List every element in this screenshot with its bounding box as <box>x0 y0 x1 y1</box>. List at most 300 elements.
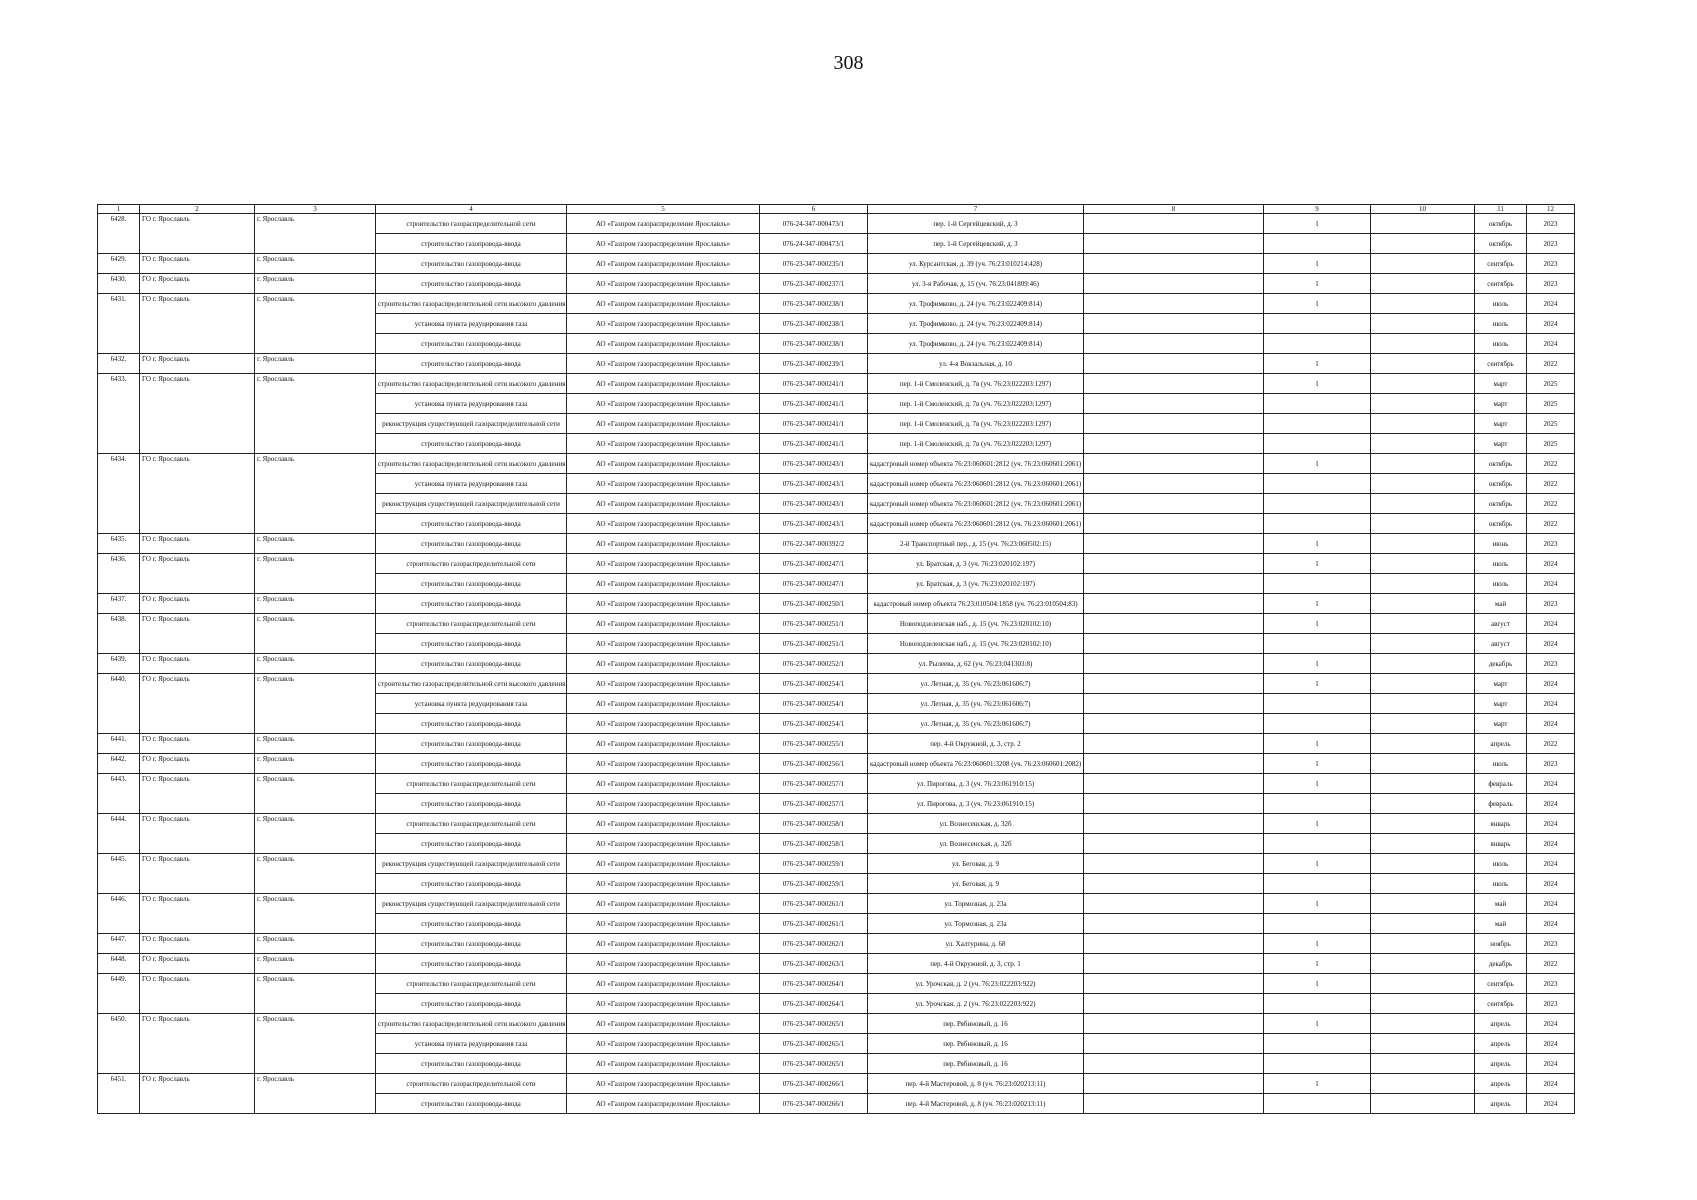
organization-cell: АО «Газпром газораспределение Ярославль» <box>567 1014 760 1034</box>
month-cell: февраль <box>1475 794 1527 814</box>
year-cell: 2023 <box>1527 654 1575 674</box>
organization-cell: АО «Газпром газораспределение Ярославль» <box>567 1034 760 1054</box>
tech-conditions-cell: 076-23-347-000243/1 <box>760 454 868 474</box>
settlement-cell: г. Ярославль <box>255 954 376 974</box>
year-cell: 2023 <box>1527 594 1575 614</box>
municipality-cell: ГО г. Ярославль <box>140 214 255 254</box>
year-cell: 2024 <box>1527 1054 1575 1074</box>
col8-cell <box>1084 434 1264 454</box>
month-cell: октябрь <box>1475 454 1527 474</box>
work-type-cell: строительство газораспределительной сети <box>376 814 567 834</box>
address-cell: ул. Летная, д. 35 (уч. 76:23:061606:7) <box>868 714 1084 734</box>
col10-cell <box>1371 494 1475 514</box>
col8-cell <box>1084 514 1264 534</box>
address-cell: ул. Беговая, д. 9 <box>868 874 1084 894</box>
col8-cell <box>1084 934 1264 954</box>
settlement-cell: г. Ярославль <box>255 214 376 254</box>
col8-cell <box>1084 674 1264 694</box>
address-cell: кадастровый номер объекта 76:23:060601:2812 (уч. 76:23:060601:2061) <box>868 454 1084 474</box>
col10-cell <box>1371 1074 1475 1094</box>
address-cell: ул. 3-я Рабочая, д. 15 (уч. 76:23:041809:46) <box>868 274 1084 294</box>
col10-cell <box>1371 694 1475 714</box>
address-cell: 2-й Транспортный пер., д. 15 (уч. 76:23:060502:15) <box>868 534 1084 554</box>
year-cell: 2024 <box>1527 794 1575 814</box>
month-cell: сентябрь <box>1475 994 1527 1014</box>
col10-cell <box>1371 574 1475 594</box>
col10-cell <box>1371 414 1475 434</box>
year-cell: 2025 <box>1527 414 1575 434</box>
tech-conditions-cell: 076-23-347-000256/1 <box>760 754 868 774</box>
col10-cell <box>1371 674 1475 694</box>
organization-cell: АО «Газпром газораспределение Ярославль» <box>567 994 760 1014</box>
tech-conditions-cell: 076-23-347-000263/1 <box>760 954 868 974</box>
tech-conditions-cell: 076-23-347-000258/1 <box>760 834 868 854</box>
col10-cell <box>1371 1014 1475 1034</box>
work-type-cell: реконструкция существующей газораспределительной сети <box>376 414 567 434</box>
settlement-cell: г. Ярославль <box>255 374 376 454</box>
tech-conditions-cell: 076-23-347-000237/1 <box>760 274 868 294</box>
col8-cell <box>1084 534 1264 554</box>
col10-cell <box>1371 1034 1475 1054</box>
year-cell: 2025 <box>1527 374 1575 394</box>
address-cell: пер. 1-й Смоленский, д. 7в (уч. 76:23:022203:1297) <box>868 374 1084 394</box>
work-type-cell: строительство газопровода-ввода <box>376 754 567 774</box>
col8-cell <box>1084 874 1264 894</box>
month-cell: октябрь <box>1475 234 1527 254</box>
quantity-cell <box>1264 834 1371 854</box>
tech-conditions-cell: 076-23-347-000254/1 <box>760 674 868 694</box>
quantity-cell: 1 <box>1264 274 1371 294</box>
organization-cell: АО «Газпром газораспределение Ярославль» <box>567 594 760 614</box>
organization-cell: АО «Газпром газораспределение Ярославль» <box>567 434 760 454</box>
tech-conditions-cell: 076-23-347-000243/1 <box>760 494 868 514</box>
work-type-cell: строительство газопровода-ввода <box>376 954 567 974</box>
address-cell: пер. 4-й Окружной, д. 3, стр. 2 <box>868 734 1084 754</box>
address-cell: ул. Халтурина, д. 68 <box>868 934 1084 954</box>
tech-conditions-cell: 076-23-347-000241/1 <box>760 374 868 394</box>
month-cell: октябрь <box>1475 494 1527 514</box>
municipality-cell: ГО г. Ярославль <box>140 1074 255 1114</box>
work-type-cell: реконструкция существующей газораспределительной сети <box>376 894 567 914</box>
quantity-cell <box>1264 414 1371 434</box>
row-number-cell: 6428. <box>98 214 140 254</box>
tech-conditions-cell: 076-23-347-000259/1 <box>760 854 868 874</box>
col8-cell <box>1084 414 1264 434</box>
quantity-cell <box>1264 474 1371 494</box>
table-header <box>98 205 1575 214</box>
month-cell: март <box>1475 694 1527 714</box>
row-number-cell: 6445. <box>98 854 140 894</box>
address-cell: кадастровый номер объекта 76:23:060601:2812 (уч. 76:23:060601:2061) <box>868 514 1084 534</box>
month-cell: октябрь <box>1475 514 1527 534</box>
month-cell: июль <box>1475 334 1527 354</box>
col10-cell <box>1371 854 1475 874</box>
month-cell: сентябрь <box>1475 974 1527 994</box>
tech-conditions-cell: 076-23-347-000247/1 <box>760 574 868 594</box>
tech-conditions-cell: 076-23-347-000261/1 <box>760 894 868 914</box>
row-number-cell: 6438. <box>98 614 140 654</box>
organization-cell: АО «Газпром газораспределение Ярославль» <box>567 474 760 494</box>
col10-cell <box>1371 974 1475 994</box>
col10-cell <box>1371 394 1475 414</box>
municipality-cell: ГО г. Ярославль <box>140 594 255 614</box>
month-cell: июль <box>1475 874 1527 894</box>
table-body <box>98 214 1575 1114</box>
col8-cell <box>1084 334 1264 354</box>
tech-conditions-cell: 076-23-347-000257/1 <box>760 794 868 814</box>
quantity-cell <box>1264 994 1371 1014</box>
address-cell: пер. 4-й Мастеровой, д. 8 (уч. 76:23:020213:11) <box>868 1094 1084 1114</box>
work-type-cell: строительство газораспределительной сети высокого давления <box>376 374 567 394</box>
month-cell: январь <box>1475 834 1527 854</box>
header-col-4: 4 <box>376 205 567 214</box>
work-type-cell: реконструкция существующей газораспределительной сети <box>376 854 567 874</box>
address-cell: пер. 1-й Смоленский, д. 7в (уч. 76:23:022203:1297) <box>868 394 1084 414</box>
work-type-cell: строительство газопровода-ввода <box>376 994 567 1014</box>
col10-cell <box>1371 514 1475 534</box>
municipality-cell: ГО г. Ярославль <box>140 374 255 454</box>
col10-cell <box>1371 934 1475 954</box>
col10-cell <box>1371 1054 1475 1074</box>
quantity-cell <box>1264 394 1371 414</box>
year-cell: 2024 <box>1527 314 1575 334</box>
settlement-cell: г. Ярославль <box>255 254 376 274</box>
col10-cell <box>1371 794 1475 814</box>
table-row <box>98 754 1575 774</box>
month-cell: апрель <box>1475 734 1527 754</box>
row-number-cell: 6431. <box>98 294 140 354</box>
month-cell: март <box>1475 674 1527 694</box>
tech-conditions-cell: 076-23-347-000238/1 <box>760 334 868 354</box>
tech-conditions-cell: 076-23-347-000257/1 <box>760 774 868 794</box>
organization-cell: АО «Газпром газораспределение Ярославль» <box>567 394 760 414</box>
address-cell: ул. Вознесенская, д. 32б <box>868 814 1084 834</box>
organization-cell: АО «Газпром газораспределение Ярославль» <box>567 294 760 314</box>
col8-cell <box>1084 314 1264 334</box>
address-cell: кадастровый номер объекта 76:23:060601:3208 (уч. 76:23:060601:2082) <box>868 754 1084 774</box>
col10-cell <box>1371 474 1475 494</box>
year-cell: 2022 <box>1527 474 1575 494</box>
quantity-cell: 1 <box>1264 614 1371 634</box>
address-cell: ул. Братская, д. 3 (уч. 76:23:020102:197) <box>868 554 1084 574</box>
organization-cell: АО «Газпром газораспределение Ярославль» <box>567 734 760 754</box>
quantity-cell <box>1264 234 1371 254</box>
gas-works-table <box>97 204 1575 1114</box>
year-cell: 2022 <box>1527 454 1575 474</box>
table-row <box>98 934 1575 954</box>
table-row <box>98 274 1575 294</box>
header-col-8: 8 <box>1084 205 1264 214</box>
quantity-cell: 1 <box>1264 254 1371 274</box>
quantity-cell: 1 <box>1264 674 1371 694</box>
col8-cell <box>1084 794 1264 814</box>
tech-conditions-cell: 076-23-347-000265/1 <box>760 1034 868 1054</box>
month-cell: апрель <box>1475 1034 1527 1054</box>
work-type-cell: строительство газопровода-ввода <box>376 234 567 254</box>
quantity-cell: 1 <box>1264 734 1371 754</box>
municipality-cell: ГО г. Ярославль <box>140 854 255 894</box>
address-cell: пер. 4-й Окружной, д. 3, стр. 1 <box>868 954 1084 974</box>
organization-cell: АО «Газпром газораспределение Ярославль» <box>567 314 760 334</box>
settlement-cell: г. Ярославль <box>255 614 376 654</box>
organization-cell: АО «Газпром газораспределение Ярославль» <box>567 354 760 374</box>
col8-cell <box>1084 994 1264 1014</box>
month-cell: июль <box>1475 854 1527 874</box>
address-cell: пер. 4-й Мастеровой, д. 8 (уч. 76:23:020213:11) <box>868 1074 1084 1094</box>
organization-cell: АО «Газпром газораспределение Ярославль» <box>567 1054 760 1074</box>
quantity-cell <box>1264 794 1371 814</box>
work-type-cell: строительство газораспределительной сети <box>376 974 567 994</box>
address-cell: пер. Рябиновый, д. 16 <box>868 1014 1084 1034</box>
organization-cell: АО «Газпром газораспределение Ярославль» <box>567 974 760 994</box>
table-row <box>98 854 1575 874</box>
month-cell: апрель <box>1475 1014 1527 1034</box>
quantity-cell: 1 <box>1264 934 1371 954</box>
address-cell: пер. Рябиновый, д. 16 <box>868 1054 1084 1074</box>
year-cell: 2023 <box>1527 934 1575 954</box>
month-cell: сентябрь <box>1475 254 1527 274</box>
quantity-cell <box>1264 914 1371 934</box>
month-cell: март <box>1475 394 1527 414</box>
col8-cell <box>1084 894 1264 914</box>
settlement-cell: г. Ярославль <box>255 854 376 894</box>
quantity-cell: 1 <box>1264 454 1371 474</box>
organization-cell: АО «Газпром газораспределение Ярославль» <box>567 694 760 714</box>
work-type-cell: строительство газопровода-ввода <box>376 254 567 274</box>
row-number-cell: 6451. <box>98 1074 140 1114</box>
settlement-cell: г. Ярославль <box>255 1074 376 1114</box>
col8-cell <box>1084 294 1264 314</box>
quantity-cell: 1 <box>1264 894 1371 914</box>
address-cell: пер. 1-й Смоленский, д. 7в (уч. 76:23:022203:1297) <box>868 414 1084 434</box>
tech-conditions-cell: 076-23-347-000251/1 <box>760 634 868 654</box>
row-number-cell: 6448. <box>98 954 140 974</box>
municipality-cell: ГО г. Ярославль <box>140 654 255 674</box>
organization-cell: АО «Газпром газораспределение Ярославль» <box>567 654 760 674</box>
quantity-cell <box>1264 574 1371 594</box>
row-number-cell: 6441. <box>98 734 140 754</box>
year-cell: 2025 <box>1527 434 1575 454</box>
col8-cell <box>1084 214 1264 234</box>
col8-cell <box>1084 834 1264 854</box>
address-cell: кадастровый номер объекта 76:23:010504:1858 (уч. 76:23:010504:83) <box>868 594 1084 614</box>
col8-cell <box>1084 254 1264 274</box>
col8-cell <box>1084 854 1264 874</box>
tech-conditions-cell: 076-23-347-000241/1 <box>760 394 868 414</box>
year-cell: 2024 <box>1527 854 1575 874</box>
organization-cell: АО «Газпром газораспределение Ярославль» <box>567 614 760 634</box>
col8-cell <box>1084 574 1264 594</box>
work-type-cell: строительство газопровода-ввода <box>376 834 567 854</box>
address-cell: ул. Тормозная, д. 23а <box>868 914 1084 934</box>
tech-conditions-cell: 076-23-347-000254/1 <box>760 694 868 714</box>
municipality-cell: ГО г. Ярославль <box>140 254 255 274</box>
tech-conditions-cell: 076-23-347-000266/1 <box>760 1094 868 1114</box>
year-cell: 2024 <box>1527 614 1575 634</box>
col8-cell <box>1084 654 1264 674</box>
organization-cell: АО «Газпром газораспределение Ярославль» <box>567 674 760 694</box>
col10-cell <box>1371 954 1475 974</box>
year-cell: 2024 <box>1527 294 1575 314</box>
quantity-cell <box>1264 514 1371 534</box>
work-type-cell: строительство газопровода-ввода <box>376 794 567 814</box>
col8-cell <box>1084 754 1264 774</box>
address-cell: ул. Курсантская, д. 39 (уч. 76:23:010214:428) <box>868 254 1084 274</box>
col10-cell <box>1371 614 1475 634</box>
col10-cell <box>1371 1094 1475 1114</box>
organization-cell: АО «Газпром газораспределение Ярославль» <box>567 514 760 534</box>
work-type-cell: строительство газопровода-ввода <box>376 874 567 894</box>
col10-cell <box>1371 834 1475 854</box>
col10-cell <box>1371 914 1475 934</box>
municipality-cell: ГО г. Ярославль <box>140 734 255 754</box>
col10-cell <box>1371 354 1475 374</box>
year-cell: 2024 <box>1527 634 1575 654</box>
address-cell: ул. Летная, д. 35 (уч. 76:23:061606:7) <box>868 694 1084 714</box>
table-row <box>98 374 1575 394</box>
settlement-cell: г. Ярославль <box>255 934 376 954</box>
col10-cell <box>1371 274 1475 294</box>
organization-cell: АО «Газпром газораспределение Ярославль» <box>567 574 760 594</box>
col8-cell <box>1084 594 1264 614</box>
year-cell: 2023 <box>1527 214 1575 234</box>
row-number-cell: 6439. <box>98 654 140 674</box>
table-row <box>98 294 1575 314</box>
work-type-cell: строительство газопровода-ввода <box>376 354 567 374</box>
month-cell: июль <box>1475 294 1527 314</box>
settlement-cell: г. Ярославль <box>255 1014 376 1074</box>
tech-conditions-cell: 076-23-347-000265/1 <box>760 1054 868 1074</box>
col8-cell <box>1084 774 1264 794</box>
work-type-cell: строительство газопровода-ввода <box>376 1094 567 1114</box>
work-type-cell: строительство газораспределительной сети высокого давления <box>376 454 567 474</box>
col10-cell <box>1371 374 1475 394</box>
year-cell: 2024 <box>1527 574 1575 594</box>
tech-conditions-cell: 076-23-347-000258/1 <box>760 814 868 834</box>
year-cell: 2024 <box>1527 334 1575 354</box>
tech-conditions-cell: 076-23-347-000250/1 <box>760 594 868 614</box>
work-type-cell: строительство газопровода-ввода <box>376 434 567 454</box>
quantity-cell <box>1264 334 1371 354</box>
work-type-cell: строительство газопровода-ввода <box>376 594 567 614</box>
col10-cell <box>1371 314 1475 334</box>
col10-cell <box>1371 294 1475 314</box>
work-type-cell: строительство газопровода-ввода <box>376 714 567 734</box>
organization-cell: АО «Газпром газораспределение Ярославль» <box>567 454 760 474</box>
address-cell: пер. Рябиновый, д. 16 <box>868 1034 1084 1054</box>
quantity-cell: 1 <box>1264 594 1371 614</box>
work-type-cell: реконструкция существующей газораспределительной сети <box>376 494 567 514</box>
quantity-cell: 1 <box>1264 374 1371 394</box>
year-cell: 2023 <box>1527 534 1575 554</box>
organization-cell: АО «Газпром газораспределение Ярославль» <box>567 414 760 434</box>
year-cell: 2024 <box>1527 694 1575 714</box>
work-type-cell: строительство газопровода-ввода <box>376 274 567 294</box>
municipality-cell: ГО г. Ярославль <box>140 354 255 374</box>
settlement-cell: г. Ярославль <box>255 534 376 554</box>
quantity-cell <box>1264 1034 1371 1054</box>
address-cell: ул. Беговая, д. 9 <box>868 854 1084 874</box>
quantity-cell <box>1264 694 1371 714</box>
address-cell: кадастровый номер объекта 76:23:060601:2812 (уч. 76:23:060601:2061) <box>868 494 1084 514</box>
work-type-cell: строительство газораспределительной сети <box>376 1074 567 1094</box>
quantity-cell <box>1264 434 1371 454</box>
year-cell: 2023 <box>1527 974 1575 994</box>
col8-cell <box>1084 734 1264 754</box>
row-number-cell: 6440. <box>98 674 140 734</box>
year-cell: 2022 <box>1527 354 1575 374</box>
row-number-cell: 6435. <box>98 534 140 554</box>
col8-cell <box>1084 814 1264 834</box>
month-cell: июль <box>1475 574 1527 594</box>
header-col-7: 7 <box>868 205 1084 214</box>
month-cell: апрель <box>1475 1054 1527 1074</box>
col8-cell <box>1084 394 1264 414</box>
month-cell: февраль <box>1475 774 1527 794</box>
row-number-cell: 6429. <box>98 254 140 274</box>
work-type-cell: строительство газопровода-ввода <box>376 534 567 554</box>
municipality-cell: ГО г. Ярославль <box>140 454 255 534</box>
year-cell: 2022 <box>1527 734 1575 754</box>
organization-cell: АО «Газпром газораспределение Ярославль» <box>567 274 760 294</box>
tech-conditions-cell: 076-23-347-000243/1 <box>760 514 868 534</box>
col8-cell <box>1084 714 1264 734</box>
col8-cell <box>1084 634 1264 654</box>
year-cell: 2024 <box>1527 874 1575 894</box>
month-cell: декабрь <box>1475 654 1527 674</box>
table-row <box>98 614 1575 634</box>
row-number-cell: 6447. <box>98 934 140 954</box>
work-type-cell: строительство газораспределительной сети высокого давления <box>376 1014 567 1034</box>
quantity-cell <box>1264 494 1371 514</box>
work-type-cell: строительство газопровода-ввода <box>376 574 567 594</box>
month-cell: апрель <box>1475 1074 1527 1094</box>
col8-cell <box>1084 1094 1264 1114</box>
month-cell: сентябрь <box>1475 354 1527 374</box>
row-number-cell: 6432. <box>98 354 140 374</box>
quantity-cell: 1 <box>1264 554 1371 574</box>
settlement-cell: г. Ярославль <box>255 894 376 934</box>
row-number-cell: 6449. <box>98 974 140 1014</box>
year-cell: 2023 <box>1527 254 1575 274</box>
month-cell: март <box>1475 374 1527 394</box>
organization-cell: АО «Газпром газораспределение Ярославль» <box>567 534 760 554</box>
col8-cell <box>1084 454 1264 474</box>
address-cell: ул. Трофимково, д. 24 (уч. 76:23:022409:814) <box>868 334 1084 354</box>
quantity-cell: 1 <box>1264 1014 1371 1034</box>
work-type-cell: строительство газораспределительной сети высокого давления <box>376 294 567 314</box>
month-cell: октябрь <box>1475 474 1527 494</box>
organization-cell: АО «Газпром газораспределение Ярославль» <box>567 214 760 234</box>
col10-cell <box>1371 434 1475 454</box>
header-col-11: 11 <box>1475 205 1527 214</box>
tech-conditions-cell: 076-23-347-000239/1 <box>760 354 868 374</box>
month-cell: сентябрь <box>1475 274 1527 294</box>
month-cell: ноябрь <box>1475 934 1527 954</box>
work-type-cell: установка пункта редуцирования газа <box>376 694 567 714</box>
address-cell: ул. Вознесенская, д. 32б <box>868 834 1084 854</box>
tech-conditions-cell: 076-23-347-000238/1 <box>760 294 868 314</box>
col8-cell <box>1084 694 1264 714</box>
work-type-cell: строительство газораспределительной сети <box>376 214 567 234</box>
row-number-cell: 6434. <box>98 454 140 534</box>
month-cell: май <box>1475 594 1527 614</box>
col10-cell <box>1371 214 1475 234</box>
row-number-cell: 6433. <box>98 374 140 454</box>
table-row <box>98 594 1575 614</box>
tech-conditions-cell: 076-23-347-000261/1 <box>760 914 868 934</box>
col8-cell <box>1084 614 1264 634</box>
